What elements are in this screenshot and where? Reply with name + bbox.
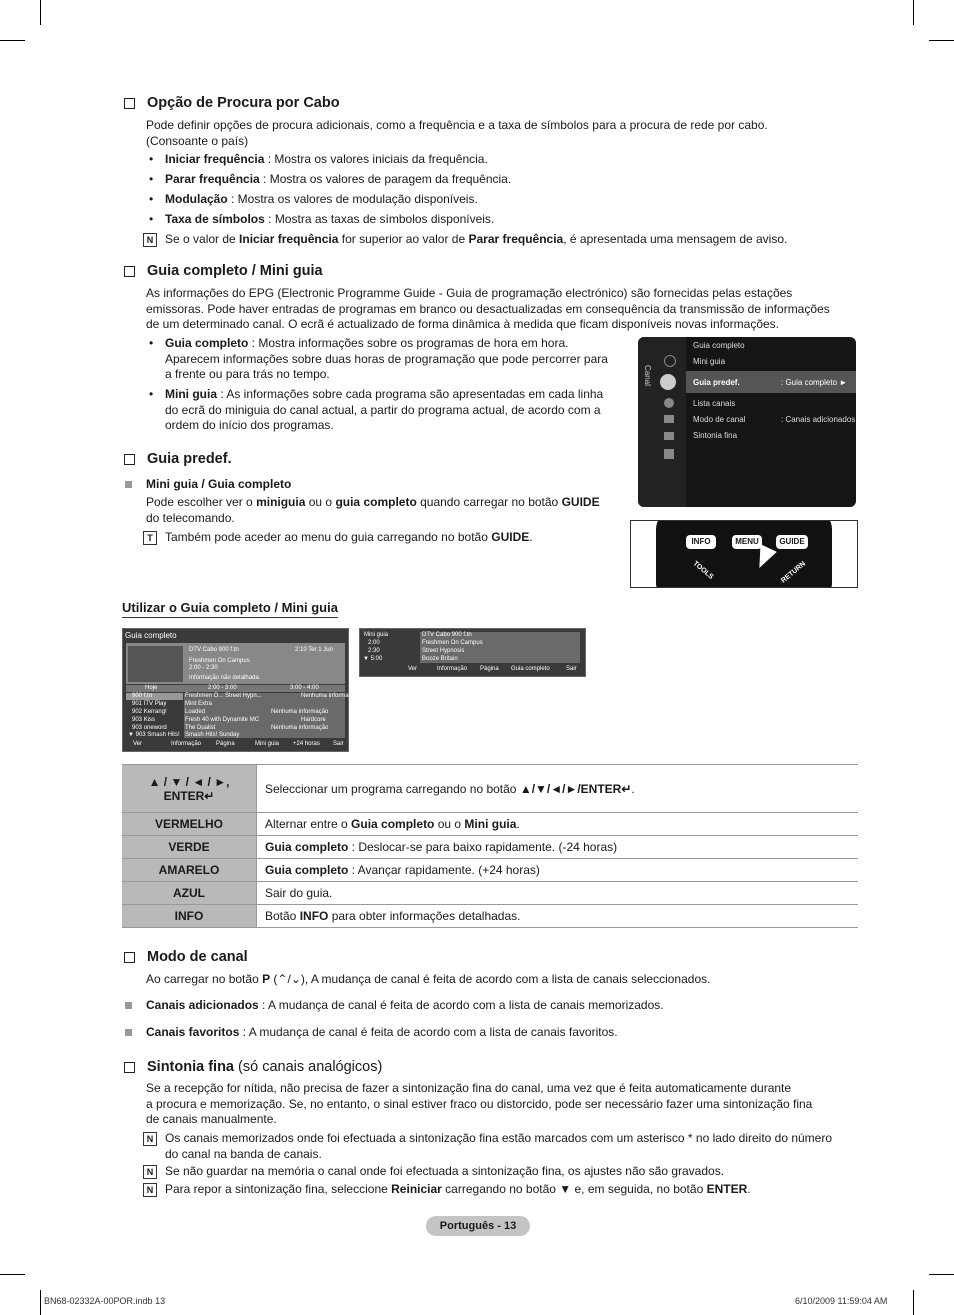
paragraph: As informações do EPG (Electronic Programme Guide - Guia de programação electrónico) são fornecidas pelas estações emissoras. Pode haver entradas de programas em branco ou desactualizadas em consequência da transmissão de informações de um determinado canal. O ecrã é actualizado de forma dinâmica à medida que ficam disponíveis novas informações. xyxy=(146,286,830,331)
list-item: • Modulação : Mostra os valores de modulação disponíveis. xyxy=(149,192,478,206)
table-row: INFO Botão INFO para obter informações detalhadas. xyxy=(122,905,858,928)
paragraph: Pode definir opções de procura adicionais, como a frequência e a taxa de símbolos para a procura de rede por cabo. (Consoante o país) xyxy=(146,118,768,148)
input-icon xyxy=(664,415,674,423)
footer-timestamp: 6/10/2009 11:59:04 AM xyxy=(795,1296,888,1306)
list-item: Canais favoritos : A mudança de canal é feita de acordo com a lista de canais favoritos. xyxy=(146,1025,618,1039)
list-item: • Guia completo : Mostra informações sobre os programas de hora em hora. Aparecem informações sobre duas horas de programação que pode percorrer para a frente ou para trás no tempo. xyxy=(149,336,608,381)
list-item: • Parar frequência : Mostra os valores de paragem da frequência. xyxy=(149,172,512,186)
note-icon: N xyxy=(143,1132,157,1146)
note: N Se o valor de Iniciar frequência for superior ao valor de Parar frequência, é apresentada uma mensagem de aviso. xyxy=(165,232,787,248)
paragraph: Pode escolher ver o miniguia ou o guia completo quando carregar no botão GUIDE do telecomando. xyxy=(146,495,600,525)
remote-body xyxy=(656,520,832,588)
list-item: Canais adicionados : A mudança de canal é feita de acordo com a lista de canais memorizados. xyxy=(146,998,664,1012)
full-guide-screenshot: Guia completo DTV Cabo 900 f.tn 2:10 Ter 1 Jun Freshmen On Campus 2:00 - 2:30 Informação não detalhada. Hoje 2:00 - 3:00 3:00 - 4:00 900 f.tn Freshmen O... Street Hypn... Nenhuma informação 901 ITV Play Mint Extra 902 Kerrang! Loaded Nenhuma informação 903 Kiss Fresh 40 with Dynamite MC Hardcore 903 oneword The Dualist Nenhuma informação ▼ 903 Smash Hits! Smash Hits! Sunday Ver Informação Página Mini guia +24 horas Sair xyxy=(122,628,349,752)
menu-icon-column xyxy=(638,337,686,507)
list-item: ▼ 5:00 xyxy=(363,656,383,662)
table-row[interactable]: 903 Kiss xyxy=(132,717,156,723)
note-icon: N xyxy=(143,233,157,247)
table-row[interactable]: ▼ 903 Smash Hits! xyxy=(128,732,180,738)
menu-value-modo-canal: : Canais adicionados xyxy=(781,415,856,424)
menu-item-mini-guia[interactable]: Mini guia xyxy=(693,357,726,366)
note: N Os canais memorizados onde foi efectuada a sintonização fina estão marcados com um asterisco * no lado direito do número do canal na banda de canais. xyxy=(165,1131,832,1162)
section-title-modo: Modo de canal xyxy=(124,949,248,965)
menu-item-lista-canais[interactable]: Lista canais xyxy=(693,399,736,408)
list-item: 2:00 xyxy=(368,640,380,646)
return-button[interactable]: RETURN xyxy=(780,560,808,585)
note-icon: N xyxy=(143,1165,157,1179)
note: N Para repor a sintonização fina, seleccione Reiniciar carregando no botão ▼ e, em seguida, no botão ENTER. xyxy=(165,1182,751,1198)
menu-side-label: Canal xyxy=(643,365,652,386)
support-icon xyxy=(664,449,674,459)
tv-channel-menu xyxy=(638,337,856,507)
legend-info: Informação xyxy=(171,741,202,747)
crop-mark xyxy=(40,1290,41,1315)
crop-mark xyxy=(40,0,41,25)
preview-thumbnail xyxy=(128,646,183,682)
time-label: 2:00 - 2:30 xyxy=(189,665,218,671)
legend-ver: Ver xyxy=(133,741,143,747)
section-title-sintonia: Sintonia fina (só canais analógicos) xyxy=(124,1059,382,1075)
list-item: • Taxa de símbolos : Mostra as taxas de símbolos disponíveis. xyxy=(149,212,495,226)
subheading: Mini guia / Guia completo xyxy=(146,477,292,491)
crop-mark xyxy=(913,1290,914,1315)
menu-value-guia-predef: : Guia completo ► xyxy=(781,378,848,387)
list-item: • Iniciar frequência : Mostra os valores iniciais da frequência. xyxy=(149,152,488,166)
crop-mark xyxy=(929,40,954,41)
legend-24h: +24 horas xyxy=(293,741,320,747)
picture-icon xyxy=(664,355,676,367)
guide-header: Guia completo xyxy=(125,631,177,640)
channel-icon xyxy=(660,374,676,390)
section-title-predef: Guia predef. xyxy=(124,451,232,467)
app-icon xyxy=(664,432,674,440)
crop-mark xyxy=(929,1274,954,1275)
checkbox-icon xyxy=(124,98,135,109)
table-row[interactable]: 900 f.tn xyxy=(132,693,153,699)
menu-item-modo-canal[interactable]: Modo de canal xyxy=(693,415,746,424)
crop-mark xyxy=(0,1274,25,1275)
checkbox-icon xyxy=(124,1062,135,1073)
paragraph: Se a recepção for nítida, não precisa de fazer a sintonização fina do canal, uma vez que é feita automaticamente durante a procura e memorização. Se, no entanto, o sinal estiver fraco ou distorcido, pode ser necessário fazer uma sintonização fina de canais manualmente. xyxy=(146,1081,813,1126)
date-label: 2:10 Ter 1 Jun xyxy=(295,647,333,653)
note: T Também pode aceder ao menu do guia carregando no botão GUIDE. xyxy=(165,530,533,546)
table-row: AZUL Sair do guia. xyxy=(122,882,858,905)
paragraph: Ao carregar no botão P (⌃/⌄), A mudança de canal é feita de acordo com a lista de canais seleccionados. xyxy=(146,972,711,986)
legend-mini-guia: Mini guia xyxy=(255,741,280,747)
remote-control-illustration xyxy=(630,520,858,588)
checkbox-icon xyxy=(124,454,135,465)
table-row[interactable]: 901 ITV Play xyxy=(132,701,167,707)
programme-label: Freshmen On Campus xyxy=(189,658,250,664)
list-item: • Mini guia : As informações sobre cada programa são apresentadas em cada linha do ecrã do miniguia do canal actual, a partir do programa actual, de acordo com a ordem do início dos programas. xyxy=(149,387,604,432)
table-row: AMARELO Guia completo : Avançar rapidamente. (+24 horas) xyxy=(122,859,858,882)
legend-sair: Sair xyxy=(333,741,344,747)
list-item: 2:30 xyxy=(368,648,380,654)
checkbox-icon xyxy=(124,266,135,277)
legend-page: Página xyxy=(216,741,235,747)
table-row: ▲ / ▼ / ◄ / ►, ENTER↵ Seleccionar um programa carregando no botão ▲/▼/◄/►/ENTER↵. xyxy=(122,765,858,813)
checkbox-icon xyxy=(124,952,135,963)
crop-mark xyxy=(0,40,25,41)
menu-item-guia-completo[interactable]: Guia completo xyxy=(693,341,745,350)
table-row[interactable]: 902 Kerrang! xyxy=(132,709,167,715)
note-icon: N xyxy=(143,1183,157,1197)
tip-icon: T xyxy=(143,531,157,545)
footer-file: BN68-02332A-00POR.indb 13 xyxy=(44,1296,166,1306)
section-title-guia: Guia completo / Mini guia xyxy=(124,263,323,279)
info-label: Informação não detalhada. xyxy=(189,675,261,681)
mini-guide-header: Mini guia xyxy=(364,632,389,638)
table-row[interactable]: 903 oneword xyxy=(132,725,167,731)
menu-item-sintonia-fina[interactable]: Sintonia fina xyxy=(693,431,738,440)
guide-button[interactable]: GUIDE xyxy=(776,535,808,549)
channel-label: DTV Cabo 900 f.tn xyxy=(189,647,239,653)
square-bullet-icon xyxy=(125,1002,132,1009)
table-row: VERMELHO Alternar entre o Guia completo ou o Mini guia. xyxy=(122,813,858,836)
section-title-procura: Opção de Procura por Cabo xyxy=(124,95,340,111)
note: N Se não guardar na memória o canal onde foi efectuada a sintonização fina, os ajustes não são gravados. xyxy=(165,1164,724,1180)
subsection-title-utilizar: Utilizar o Guia completo / Mini guia xyxy=(122,600,338,618)
page-number: Português - 13 xyxy=(426,1216,530,1236)
info-button[interactable]: INFO xyxy=(686,535,716,549)
square-bullet-icon xyxy=(125,1029,132,1036)
menu-button[interactable]: MENU xyxy=(732,535,762,549)
table-row: VERDE Guia completo : Deslocar-se para baixo rapidamente. (-24 horas) xyxy=(122,836,858,859)
key-functions-table xyxy=(122,764,858,928)
crop-mark xyxy=(913,0,914,25)
setup-icon xyxy=(664,398,674,408)
square-bullet-icon xyxy=(125,481,132,488)
menu-item-guia-predef[interactable]: Guia predef. xyxy=(693,378,740,387)
tools-button[interactable]: TOOLS xyxy=(691,560,715,581)
mini-guide-screenshot: Mini guia DTV Cabo 900 f.tn 2:00 Freshmen On Campus 2:30 Street Hypnosis ▼ 5:00 Booze Britain Ver Informação Página Guia completo Sair xyxy=(359,628,586,677)
